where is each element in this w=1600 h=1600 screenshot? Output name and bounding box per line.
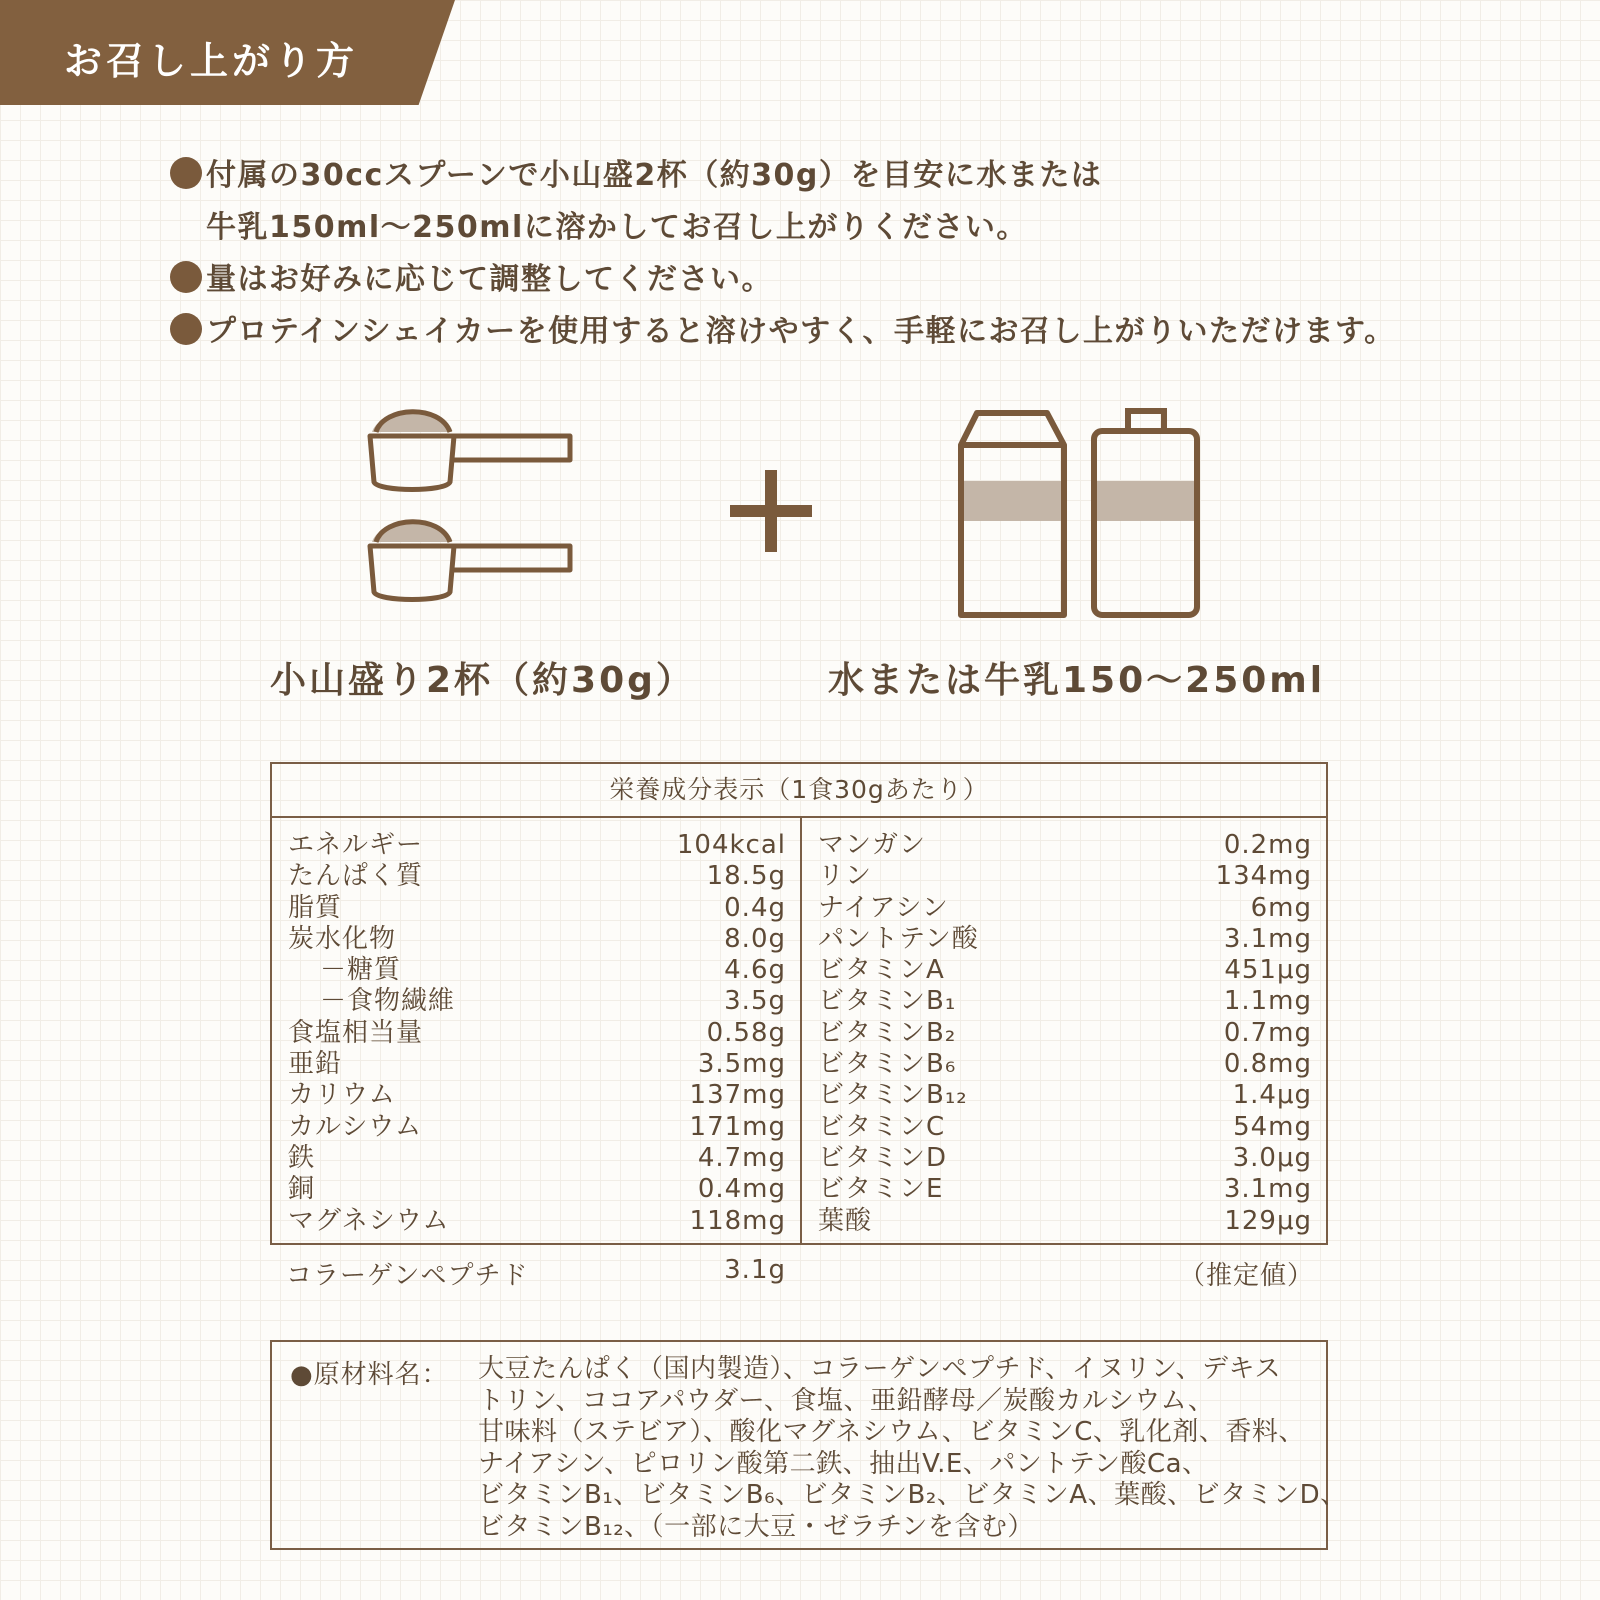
nutrition-row: 食塩相当量 0.58g [288, 1017, 786, 1048]
nutrition-row: ビタミンA 451μg [818, 955, 1312, 986]
ingredients-text [478, 1354, 1347, 1543]
nutrition-row: 銅 0.4mg [288, 1174, 786, 1205]
estimate-note: （推定値） [1178, 1261, 1314, 1291]
scoop-caption: 小山盛り2杯（約30g） [270, 660, 695, 701]
bullet-icon [170, 157, 202, 189]
nutrition-row: 鉄 4.7mg [288, 1142, 786, 1173]
nutrition-row: リン 134mg [818, 861, 1312, 892]
instruction-item: 量はお好みに応じて調整してください。 [170, 254, 1470, 306]
nutrition-right-column [802, 818, 1326, 1243]
nutrition-row: ビタミンE 3.1mg [818, 1174, 1312, 1205]
ingredients-label: ●原材料名： [290, 1360, 449, 1390]
nutrition-table [270, 762, 1328, 1245]
scoop-icon [360, 400, 590, 620]
section-title: お召し上がり方 [64, 39, 359, 83]
bullet-icon [170, 261, 202, 293]
nutrition-row: ビタミンB₆ 0.8mg [818, 1049, 1312, 1080]
nutrition-row: 脂質 0.4g [288, 892, 786, 923]
nutrition-row: カリウム 137mg [288, 1080, 786, 1111]
nutrition-row: 葉酸 129μg [818, 1205, 1312, 1236]
nutrition-row: カルシウム 171mg [288, 1111, 786, 1142]
ingredients-line: 甘味料（ステビア）、酸化マグネシウム、ビタミンC、乳化剤、香料、 [478, 1417, 1305, 1447]
nutrition-left-column [272, 818, 802, 1243]
nutrition-row: パントテン酸 3.1mg [818, 923, 1312, 954]
ingredients-line: ビタミンB₁₂、（一部に大豆・ゼラチンを含む） [478, 1511, 1034, 1542]
nutrition-row: マグネシウム 118mg [288, 1205, 786, 1236]
nutrition-row: ビタミンD 3.0μg [818, 1142, 1312, 1173]
nutrition-row: －糖質 4.6g [320, 955, 786, 986]
ingredients-line: 大豆たんぱく（国内製造）、コラーゲンペプチド、イヌリン、デキス [478, 1354, 1282, 1384]
ingredients-line: トリン、ココアパウダー、食塩、亜鉛酵母／炭酸カルシウム、 [478, 1385, 1215, 1416]
milk-carton-icon [955, 405, 1070, 620]
bullet-icon [170, 313, 202, 345]
nutrition-row: 亜鉛 3.5mg [288, 1049, 786, 1080]
collagen-value: 3.1g [724, 1255, 786, 1285]
nutrition-row: ビタミンB₂ 0.7mg [818, 1017, 1312, 1048]
instruction-item: 付属の30ccスプーンで小山盛2杯（約30g）を目安に水または [170, 150, 1470, 202]
nutrition-row: マンガン 0.2mg [818, 830, 1312, 860]
ingredients-line: ナイアシン、ピロリン酸第二鉄、抽出V.E、パントテン酸Ca、 [478, 1448, 1209, 1479]
nutrition-row: たんぱく質 18.5g [288, 861, 786, 892]
ingredients-line: ビタミンB₁、ビタミンB₆、ビタミンB₂、ビタミンA、葉酸、ビタミンD、 [478, 1480, 1347, 1510]
bottle-icon [1088, 405, 1203, 620]
ingredients-box [270, 1340, 1347, 1550]
collagen-label: コラーゲンペプチド [286, 1261, 529, 1291]
liquid-caption: 水または牛乳150～250ml [828, 660, 1326, 701]
plus-icon [730, 470, 812, 552]
nutrition-row: ビタミンC 54mg [818, 1111, 1312, 1142]
nutrition-row: ビタミンB₁₂ 1.4μg [818, 1080, 1312, 1111]
nutrition-row: ナイアシン 6mg [818, 892, 1312, 923]
nutrition-row: ビタミンB₁ 1.1mg [818, 986, 1312, 1017]
nutrition-row: エネルギー 104kcal [288, 830, 786, 860]
instruction-item: プロテインシェイカーを使用すると溶けやすく、手軽にお召し上がりいただけます。 [170, 306, 1470, 358]
instructions-list [170, 150, 1470, 358]
nutrition-title: 栄養成分表示（1食30gあたり） [272, 764, 1326, 818]
instruction-item-continued: 牛乳150ml～250mlに溶かしてお召し上がりください。 [206, 210, 1028, 245]
nutrition-row: 炭水化物 8.0g [288, 923, 786, 954]
nutrition-row: －食物繊維 3.5g [320, 986, 786, 1017]
